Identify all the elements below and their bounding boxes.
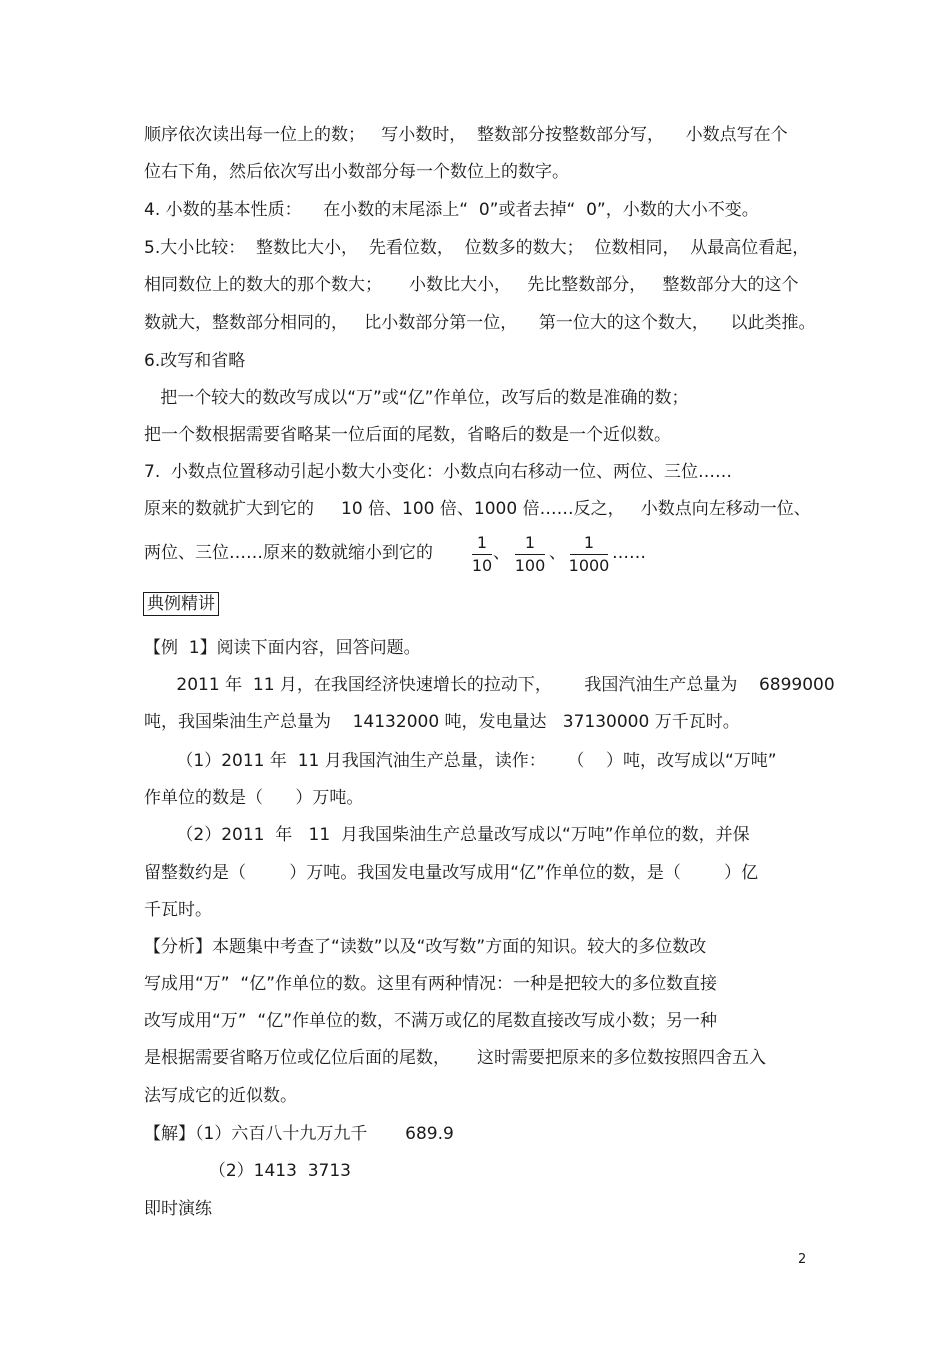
text-line: 数就大，整数部分相同的， 比小数部分第一位， 第一位大的这个数大， 以此类推。 — [144, 313, 816, 333]
question-line: 作单位的数是（ ）万吨。 — [144, 788, 364, 808]
answer-line: 【解】（1）六百八十九万九千 689.9 — [144, 1124, 454, 1144]
fraction-numerator: 1 — [476, 533, 488, 552]
question-line: 千瓦时。 — [144, 900, 212, 920]
text-line: 吨，我国柴油生产总量为 14132000 吨，发电量达 37130000 万千瓦时。 — [144, 712, 740, 732]
answer-line: （2）1413 3713 — [144, 1161, 351, 1181]
analysis-line: 【分析】本题集中考查了“读数”以及“改写数”方面的知识。较大的多位数改 — [144, 937, 707, 957]
fraction-one-thousandth — [559, 534, 619, 575]
fraction-denominator: 1000 — [568, 556, 610, 575]
text-line: 7. 小数点位置移动引起小数大小变化：小数点向右移动一位、两位、三位…… — [144, 462, 733, 482]
page-number: 2 — [798, 1252, 807, 1267]
analysis-line: 改写成用“万” “亿”作单位的数，不满万或亿的尾数直接改写成小数；另一种 — [144, 1011, 718, 1031]
section-heading: 6.改写和省略 — [144, 351, 246, 371]
text-line: 2011 年 11 月，在我国经济快速增长的拉动下， 我国汽油生产总量为 6899000 — [144, 675, 835, 695]
ellipsis: …… — [612, 543, 646, 563]
question-line: 留整数约是（ ）万吨。我国发电量改写成用“亿”作单位的数，是（ ）亿 — [144, 863, 759, 883]
text-line: 把一个较大的数改写成以“万”或“亿”作单位，改写后的数是准确的数； — [144, 388, 689, 408]
fraction-bar — [570, 554, 608, 555]
text-line: 顺序依次读出每一位上的数； 写小数时， 整数部分按整数部分写， 小数点写在个 — [144, 125, 788, 145]
question-line: （1）2011 年 11 月我国汽油生产总量，读作： （ ）吨，改写成以“万吨” — [144, 751, 777, 771]
analysis-line: 写成用“万” “亿”作单位的数。这里有两种情况：一种是把较大的多位数直接 — [144, 974, 718, 994]
text-line: 5.大小比较： 整数比大小， 先看位数， 位数多的数大； 位数相同， 从最高位看起， — [144, 238, 810, 258]
question-line: （2）2011 年 11 月我国柴油生产总量改写成以“万吨”作单位的数，并保 — [144, 825, 750, 845]
section-title-box: 典例精讲 — [143, 592, 219, 616]
section-heading: 即时演练 — [144, 1199, 212, 1219]
analysis-line: 是根据需要省略万位或亿位后面的尾数， 这时需要把原来的多位数按照四舍五入 — [144, 1048, 767, 1068]
text-line: 两位、三位……原来的数就缩小到它的 — [144, 543, 433, 563]
separator: 、 — [493, 543, 510, 563]
separator: 、 — [549, 543, 566, 563]
text-line: 原来的数就扩大到它的 10 倍、100 倍、1000 倍……反之， 小数点向左移动一位、 — [144, 499, 811, 519]
fraction-numerator: 1 — [583, 533, 595, 552]
fraction-bar — [472, 554, 492, 555]
text-line: 相同数位上的数大的那个数大； 小数比大小， 先比整数部分， 整数部分大的这个 — [144, 275, 799, 295]
text-line: 4. 小数的基本性质： 在小数的末尾添上“ 0”或者去掉“ 0”，小数的大小不变。 — [144, 200, 759, 220]
fraction-denominator: 100 — [514, 556, 546, 575]
fraction-bar — [515, 554, 545, 555]
fraction-denominator: 10 — [471, 556, 493, 575]
analysis-line: 法写成它的近似数。 — [144, 1086, 297, 1106]
text-line: 位右下角，然后依次写出小数部分每一个数位上的数字。 — [144, 162, 569, 182]
text-line: 把一个数根据需要省略某一位后面的尾数，省略后的数是一个近似数。 — [144, 425, 671, 445]
example-heading: 【例 1】阅读下面内容，回答问题。 — [144, 638, 421, 658]
fraction-numerator: 1 — [524, 533, 536, 552]
